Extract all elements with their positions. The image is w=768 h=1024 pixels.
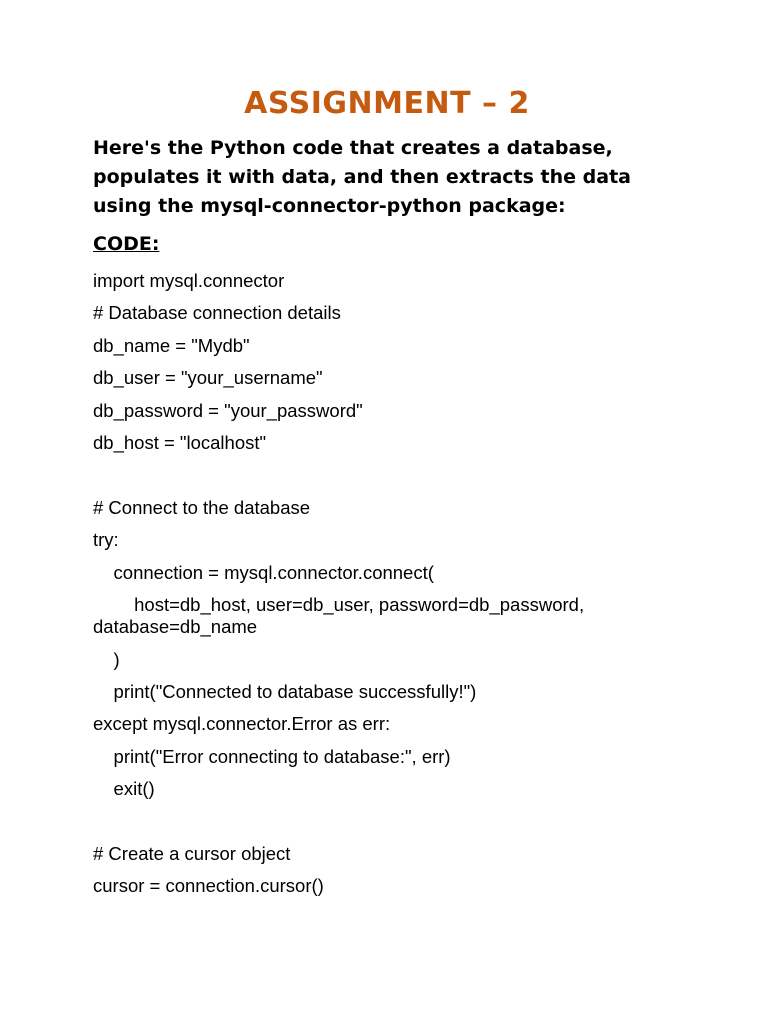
code-line: connection = mysql.connector.connect(: [93, 562, 434, 583]
intro-paragraph: Here's the Python code that creates a database, populates it with data, and then extracts the data using the mysql-connector-python package:: [93, 137, 631, 217]
code-line: print("Error connecting to database:", err): [93, 746, 451, 767]
assignment-title: ASSIGNMENT – 2: [244, 86, 530, 121]
code-line: host=db_host, user=db_user, password=db_password, database=db_name: [93, 594, 590, 637]
code-line: # Connect to the database: [93, 497, 311, 518]
code-line: db_password = "your_password": [93, 400, 363, 421]
code-line: try:: [93, 529, 119, 550]
code-line: print("Connected to database successfully!"): [93, 681, 477, 702]
code-line: db_host = "localhost": [93, 432, 267, 453]
code-line: except mysql.connector.Error as err:: [93, 713, 391, 734]
code-line: exit(): [93, 778, 155, 799]
code-heading: CODE:: [93, 233, 160, 255]
code-line: ): [93, 649, 120, 670]
code-line: # Database connection details: [93, 302, 341, 323]
code-line: cursor = connection.cursor(): [93, 875, 324, 896]
code-line: db_user = "your_username": [93, 367, 323, 388]
code-line: # Create a cursor object: [93, 843, 291, 864]
code-line: db_name = "Mydb": [93, 335, 250, 356]
code-line: import mysql.connector: [93, 270, 285, 291]
